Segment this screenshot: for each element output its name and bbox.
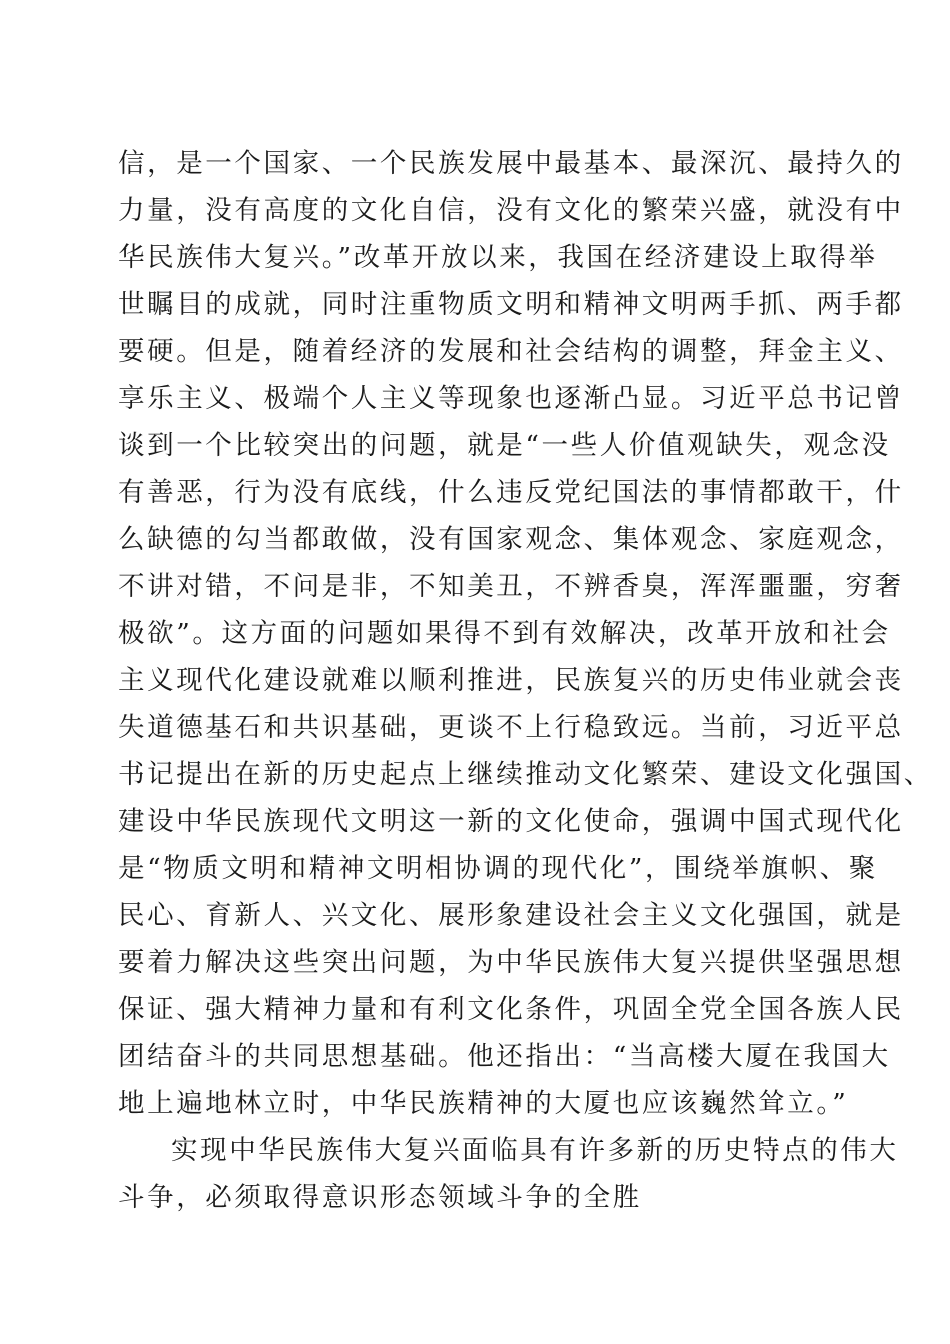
text-line: 失道德基石和共识基础，更谈不上行稳致远。当前，习近平总 xyxy=(118,712,904,743)
body-text xyxy=(118,140,933,1221)
text-line: 主义现代化建设就难以顺利推进，民族复兴的历史伟业就会丧 xyxy=(118,665,904,696)
text-line: 保证、强大精神力量和有利文化条件，巩固全党全国各族人民 xyxy=(118,994,904,1025)
text-line: 么缺德的勾当都敢做，没有国家观念、集体观念、家庭观念， xyxy=(118,524,904,555)
text-line: 力量，没有高度的文化自信，没有文化的繁荣兴盛，就没有中 xyxy=(118,195,904,226)
text-line: 民心、育新人、兴文化、展形象建设社会主义文化强国，就是 xyxy=(118,900,904,931)
text-line: 要着力解决这些突出问题，为中华民族伟大复兴提供坚强思想 xyxy=(118,947,904,978)
text-line: 是“物质文明和精神文明相协调的现代化”，围绕举旗帜、聚 xyxy=(118,853,878,884)
text-line: 有善恶，行为没有底线，什么违反党纪国法的事情都敢干，什 xyxy=(118,477,904,508)
text-line: 团结奋斗的共同思想基础。他还指出：“当高楼大厦在我国大 xyxy=(118,1041,891,1072)
text-line: 地上遍地林立时，中华民族精神的大厦也应该巍然耸立。” xyxy=(118,1088,849,1119)
text-line: 要硬。但是，随着经济的发展和社会结构的调整，拜金主义、 xyxy=(118,336,904,367)
text-line: 谈到一个比较突出的问题，就是“一些人价值观缺失，观念没 xyxy=(118,430,891,461)
text-line: 不讲对错，不问是非，不知美丑，不辨香臭，浑浑噩噩，穷奢 xyxy=(118,571,904,602)
text-line: 建设中华民族现代文明这一新的文化使命，强调中国式现代化 xyxy=(118,806,904,837)
paragraph-heading-line: 斗争，必须取得意识形态领域斗争的全胜 xyxy=(118,1182,642,1213)
text-line: 华民族伟大复兴。”改革开放以来，我国在经济建设上取得举 xyxy=(118,242,878,273)
text-line: 世瞩目的成就，同时注重物质文明和精神文明两手抓、两手都 xyxy=(118,289,904,320)
text-line: 信，是一个国家、一个民族发展中最基本、最深沉、最持久的 xyxy=(118,148,904,179)
text-line: 极欲”。这方面的问题如果得不到有效解决，改革开放和社会 xyxy=(118,618,891,649)
paragraph-heading-line: 实现中华民族伟大复兴面临具有许多新的历史特点的伟大 xyxy=(171,1135,899,1166)
text-line: 享乐主义、极端个人主义等现象也逐渐凸显。习近平总书记曾 xyxy=(118,383,904,414)
text-line: 书记提出在新的历史起点上继续推动文化繁荣、建设文化强国、 xyxy=(118,759,933,790)
